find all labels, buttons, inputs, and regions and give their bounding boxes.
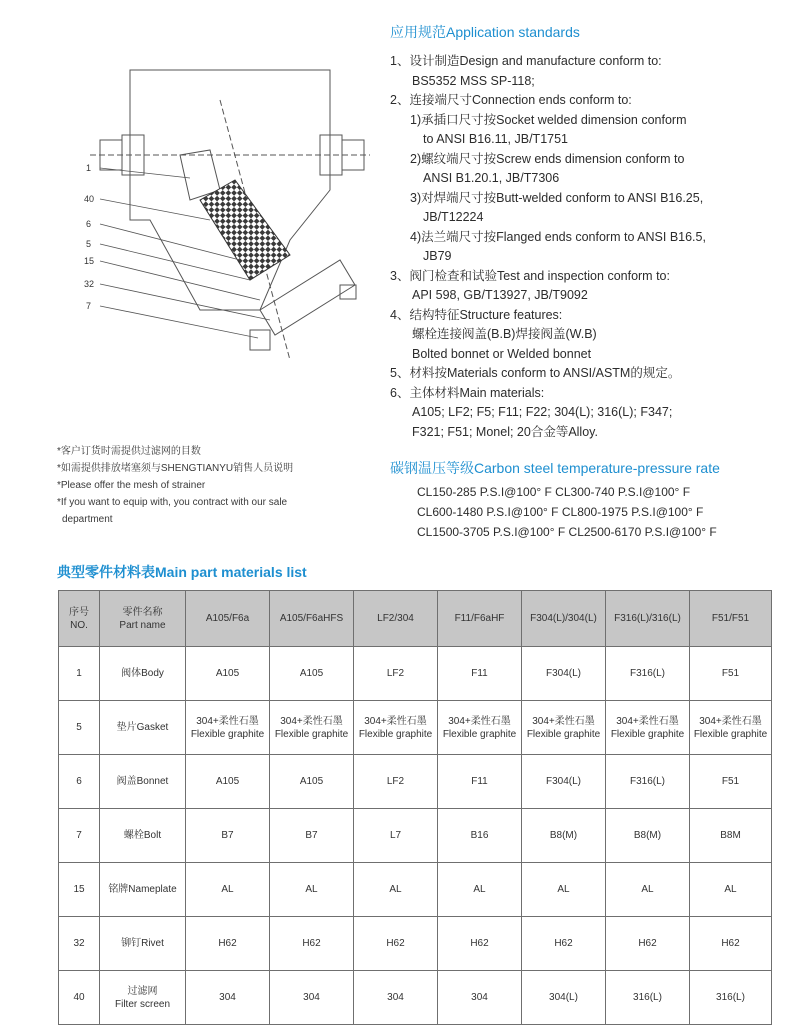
material-cell: H62 <box>438 917 522 971</box>
row-part-name: 过滤网 Filter screen <box>100 971 186 1025</box>
material-cell: F11 <box>438 647 522 701</box>
material-cell: H62 <box>690 917 772 971</box>
material-cell: AL <box>522 863 606 917</box>
temperature-pressure-rate <box>390 458 795 542</box>
application-line: 6、主体材料Main materials: <box>390 385 545 400</box>
temperature-line: CL150-285 P.S.I@100° F CL300-740 P.S.I@100° F <box>417 485 691 499</box>
material-cell: A105 <box>270 647 354 701</box>
material-cell: 304(L) <box>522 971 606 1025</box>
table-row <box>59 863 772 917</box>
application-line: to ANSI B16.11, JB/T1751 <box>423 132 568 146</box>
temperature-title: 碳钢温压等级Carbon steel temperature-pressure rate <box>390 460 720 476</box>
temperature-list <box>390 482 795 542</box>
material-cell: F51 <box>690 755 772 809</box>
application-line: JB79 <box>423 249 452 263</box>
application-line: 3)对焊端尺寸按Butt-welded conform to ANSI B16.25, <box>410 190 704 205</box>
table-row <box>59 971 772 1025</box>
material-cell: F304(L) <box>522 755 606 809</box>
note-line: department <box>62 514 113 525</box>
header-grade: F316(L)/316(L) <box>606 591 690 647</box>
callout-1: 1 <box>86 163 92 173</box>
application-line: API 598, GB/T13927, JB/T9092 <box>412 288 588 302</box>
application-title: 应用规范Application standards <box>390 24 580 40</box>
row-part-name: 阀体Body <box>100 647 186 701</box>
callout-40: 40 <box>84 194 95 204</box>
material-cell: A105 <box>186 647 270 701</box>
header-grade: LF2/304 <box>354 591 438 647</box>
material-cell: B8M <box>690 809 772 863</box>
application-line: 1、设计制造Design and manufacture conform to: <box>390 54 662 68</box>
material-cell: A105 <box>186 755 270 809</box>
material-cell: F304(L) <box>522 647 606 701</box>
application-line: 螺栓连接阀盖(B.B)焊接阀盖(W.B) <box>412 327 597 341</box>
material-cell: LF2 <box>354 647 438 701</box>
material-cell: 304 <box>438 971 522 1025</box>
y-strainer-cross-section <box>70 60 390 390</box>
row-part-name: 螺栓Bolt <box>100 809 186 863</box>
material-cell: F11 <box>438 755 522 809</box>
application-line: F321; F51; Monel; 20合金等Alloy. <box>412 424 598 439</box>
note-line: *如需提供排放堵塞须与SHENGTIANYU销售人员说明 <box>57 463 294 474</box>
material-cell: H62 <box>270 917 354 971</box>
row-no: 6 <box>59 755 100 809</box>
material-cell: H62 <box>186 917 270 971</box>
material-cell: B7 <box>186 809 270 863</box>
application-list <box>390 52 795 442</box>
materials-title: 典型零件材料表Main part materials list <box>57 564 307 580</box>
material-cell: H62 <box>522 917 606 971</box>
row-part-name: 阀盖Bonnet <box>100 755 186 809</box>
row-no: 7 <box>59 809 100 863</box>
material-cell: F316(L) <box>606 755 690 809</box>
row-no: 32 <box>59 917 100 971</box>
material-cell: 304+柔性石墨 Flexible graphite <box>186 701 270 755</box>
application-line: 2)螺纹端尺寸按Screw ends dimension conform to <box>410 151 685 166</box>
row-part-name: 铆钉Rivet <box>100 917 186 971</box>
material-cell: H62 <box>354 917 438 971</box>
note-line: *If you want to equip with, you contract with our sale <box>57 497 288 508</box>
note-line: *客户订货时需提供过滤网的目数 <box>57 446 201 457</box>
callout-6: 6 <box>86 219 92 229</box>
row-part-name: 垫片Gasket <box>100 701 186 755</box>
row-no: 1 <box>59 647 100 701</box>
order-notes <box>57 443 357 528</box>
material-cell: A105 <box>270 755 354 809</box>
table-row <box>59 917 772 971</box>
material-cell: 316(L) <box>690 971 772 1025</box>
header-grade: F304(L)/304(L) <box>522 591 606 647</box>
header-grade: A105/F6aHFS <box>270 591 354 647</box>
callout-5: 5 <box>86 239 92 249</box>
application-line: Bolted bonnet or Welded bonnet <box>412 346 592 361</box>
table-row <box>59 809 772 863</box>
material-cell: 304+柔性石墨 Flexible graphite <box>606 701 690 755</box>
callout-7: 7 <box>86 301 92 311</box>
material-cell: 304+柔性石墨 Flexible graphite <box>270 701 354 755</box>
table-header-row <box>59 591 772 647</box>
material-cell: AL <box>270 863 354 917</box>
material-cell: B8(M) <box>606 809 690 863</box>
material-cell: B8(M) <box>522 809 606 863</box>
material-cell: AL <box>186 863 270 917</box>
application-line: 2、连接端尺寸Connection ends conform to: <box>390 93 632 107</box>
table-row <box>59 647 772 701</box>
header-grade: F11/F6aHF <box>438 591 522 647</box>
application-line: 1)承插口尺寸按Socket welded dimension conform <box>410 112 687 127</box>
material-cell: AL <box>690 863 772 917</box>
material-cell: 304+柔性石墨 Flexible graphite <box>522 701 606 755</box>
header-grade: F51/F51 <box>690 591 772 647</box>
table-row <box>59 701 772 755</box>
row-no: 40 <box>59 971 100 1025</box>
material-cell: B16 <box>438 809 522 863</box>
application-line: BS5352 MSS SP-118; <box>412 73 535 88</box>
header-no: 序号 NO. <box>59 591 100 647</box>
material-cell: B7 <box>270 809 354 863</box>
material-cell: 304+柔性石墨 Flexible graphite <box>438 701 522 755</box>
material-cell: 304+柔性石墨 Flexible graphite <box>354 701 438 755</box>
strainer-drawing <box>70 60 390 390</box>
application-line: 4、结构特征Structure features: <box>390 307 563 322</box>
material-cell: 304 <box>270 971 354 1025</box>
material-cell: 304+柔性石墨 Flexible graphite <box>690 701 772 755</box>
callout-32: 32 <box>84 279 95 289</box>
callout-15: 15 <box>84 256 95 266</box>
material-cell: 316(L) <box>606 971 690 1025</box>
temperature-line: CL1500-3705 P.S.I@100° F CL2500-6170 P.S.I@100° F <box>417 525 717 539</box>
row-no: 5 <box>59 701 100 755</box>
material-cell: F316(L) <box>606 647 690 701</box>
application-standards <box>390 22 795 442</box>
material-cell: 304 <box>354 971 438 1025</box>
material-cell: AL <box>438 863 522 917</box>
application-line: ANSI B1.20.1, JB/T7306 <box>423 171 560 185</box>
application-line: 5、材料按Materials conform to ANSI/ASTM的规定。 <box>390 366 681 380</box>
material-cell: H62 <box>606 917 690 971</box>
material-cell: AL <box>354 863 438 917</box>
material-cell: L7 <box>354 809 438 863</box>
temperature-line: CL600-1480 P.S.I@100° F CL800-1975 P.S.I@100° F <box>417 505 704 519</box>
material-cell: 304 <box>186 971 270 1025</box>
row-part-name: 铭牌Nameplate <box>100 863 186 917</box>
application-line: A105; LF2; F5; F11; F22; 304(L); 316(L); F347; <box>412 405 673 419</box>
header-grade: A105/F6a <box>186 591 270 647</box>
materials-table <box>58 590 772 1025</box>
application-line: 4)法兰端尺寸按Flanged ends conform to ANSI B16.5, <box>410 229 706 244</box>
application-line: 3、阀门检查和试验Test and inspection conform to: <box>390 268 670 283</box>
note-line: *Please offer the mesh of strainer <box>57 480 206 491</box>
table-row <box>59 755 772 809</box>
material-cell: F51 <box>690 647 772 701</box>
application-line: JB/T12224 <box>423 210 484 224</box>
row-no: 15 <box>59 863 100 917</box>
material-cell: LF2 <box>354 755 438 809</box>
material-cell: AL <box>606 863 690 917</box>
header-part-name: 零件名称 Part name <box>100 591 186 647</box>
